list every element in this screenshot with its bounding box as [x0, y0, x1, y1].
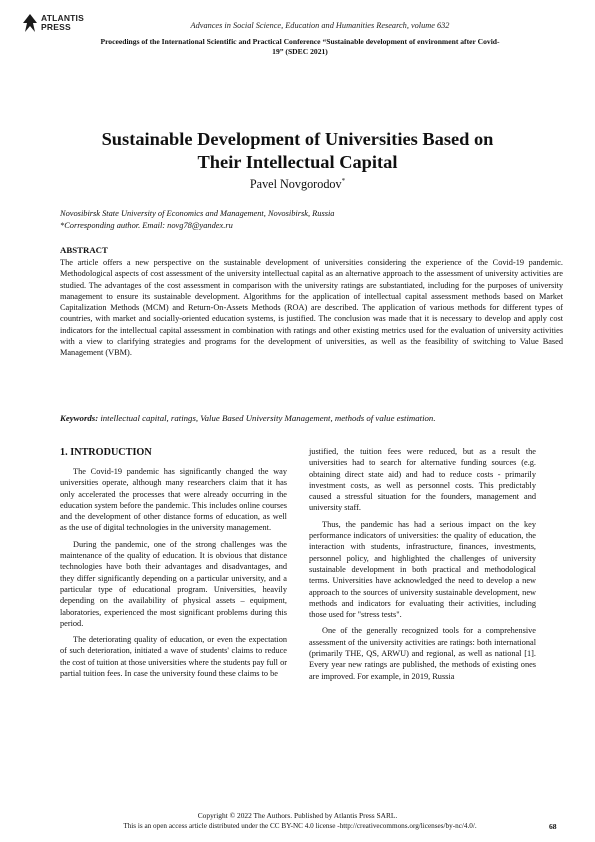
affiliation-institution: Novosibirsk State University of Economics and Management, Novosibirsk, Russia [60, 209, 335, 218]
affiliation [60, 208, 334, 232]
section-heading: 1. INTRODUCTION [60, 447, 152, 458]
atlantis-press-logo-icon [22, 14, 38, 32]
title-line-1: Sustainable Development of Universities Based on [101, 129, 494, 149]
keywords [60, 413, 570, 423]
paper-title [40, 128, 555, 173]
paragraph: justified, the tuition fees were reduced, but as a result the universities had to search for alternative funding sources (e.g. obtaining direct state aid) and had to reduce costs - primarily investment costs, as well as personnel costs. This predictably caused a stressful situation for the founders, management and university staff. [309, 447, 536, 513]
keywords-text: intellectual capital, ratings, Value Based University Management, methods of value estimation. [100, 413, 436, 423]
paragraph: During the pandemic, one of the strong challenges was the maintenance of the quality of education. It is obvious that distance technologies have both their advantages and disadvantages, and they differ significantly depending on a particular university, and a particular type of educational program. Universities, heavily depending on the availability of physical assets – equipment, laboratories, experienced the most significant problems during this period. [60, 539, 287, 628]
logo-line-1: ATLANTIS [41, 13, 84, 23]
paragraph: The deteriorating quality of education, or even the expectation of such deterioration, initiated a wave of students' claims to reduce the cost of tuition at those universities where the students pay full or partial tuition fees. In case the university found these claims to be [60, 635, 287, 679]
author-line [0, 177, 595, 192]
footer-license: This is an open access article distributed under the CC BY-NC 4.0 license -http://creativecommons.org/licenses/by-nc/4.0/. [123, 822, 477, 830]
proceedings-header: Proceedings of the International Scientific and Practical Conference “Sustainable development of environment after Covid-19” (SDEC 2021) [100, 37, 500, 56]
footer-copyright: Copyright © 2022 The Authors. Published by Atlantis Press SARL. [197, 811, 398, 820]
page-number: 68 [549, 822, 557, 831]
right-column [309, 446, 536, 687]
corresponding-author: *Corresponding author. Email: novg78@yandex.ru [60, 221, 233, 230]
paragraph: Thus, the pandemic has had a serious impact on the key performance indicators of universities: the quality of education, the interaction with students, infrastructure, finances, investments, personnel policy, and highlighted the challenges of university sustainable development in both practical and methodological terms. Universities have acknowledged the need to develop a new approach to the sources of university sustainable development, new methods and indicators for evaluating their activities, including those used for "stress tests". [309, 519, 536, 620]
author-name: Pavel Novgorodov [249, 177, 342, 192]
publisher-logo [22, 14, 84, 32]
journal-header: Advances in Social Science, Education and Humanities Research, volume 632 [190, 21, 450, 30]
paragraph: One of the generally recognized tools for a comprehensive assessment of the university activities are ratings: both international (primarily THE, QS, ARWU) and regional, as well as national [1]. Every year new ratings are published, the methods of existing ones are improved. For example, in 2019, Russia [309, 626, 536, 681]
left-column [60, 466, 287, 684]
title-line-2: Their Intellectual Capital [197, 151, 398, 172]
logo-line-2: PRESS [41, 22, 71, 32]
paragraph: The Covid-19 pandemic has significantly changed the way universities operate, although many researchers claim that it has only accelerated the processes that were already occurring in the education system before the pandemic. This includes online courses and the development of other distance forms of education, as well as the use of digital technologies in the university management. [60, 467, 287, 533]
author-mark: * [341, 177, 346, 185]
abstract-heading: ABSTRACT [60, 245, 108, 255]
keywords-label: Keywords: [60, 413, 99, 423]
abstract-text: The article offers a new perspective on the sustainable development of universities considering the experience of the Covid-19 pandemic. Methodological aspects of cost assessment of the university intellectual capital as an alternative approach to the assessment of university activities are studied. The advantages of the cost assessment in comparison with the university ratings are substantiated, including for the purposes of university management to ensure its sustainable development. Algorithms for the application of intellectual capital assessment methods based on Market Capitalization Methods (MCM) and Return-On-Assets Methods (ROA) are described. The application of various methods for different types of countries, with market and socially-oriented education systems, is justified. The conclusion was made that it is necessary to develop and apply cost indicators for the intellectual capital assessment in combination with ratings and other existing metrics used for the evaluation of university activities with a view to clarifying strategies and programs for the development of universities, as well as the feasibility of switching to Value Based Management (VBM). [60, 258, 563, 358]
